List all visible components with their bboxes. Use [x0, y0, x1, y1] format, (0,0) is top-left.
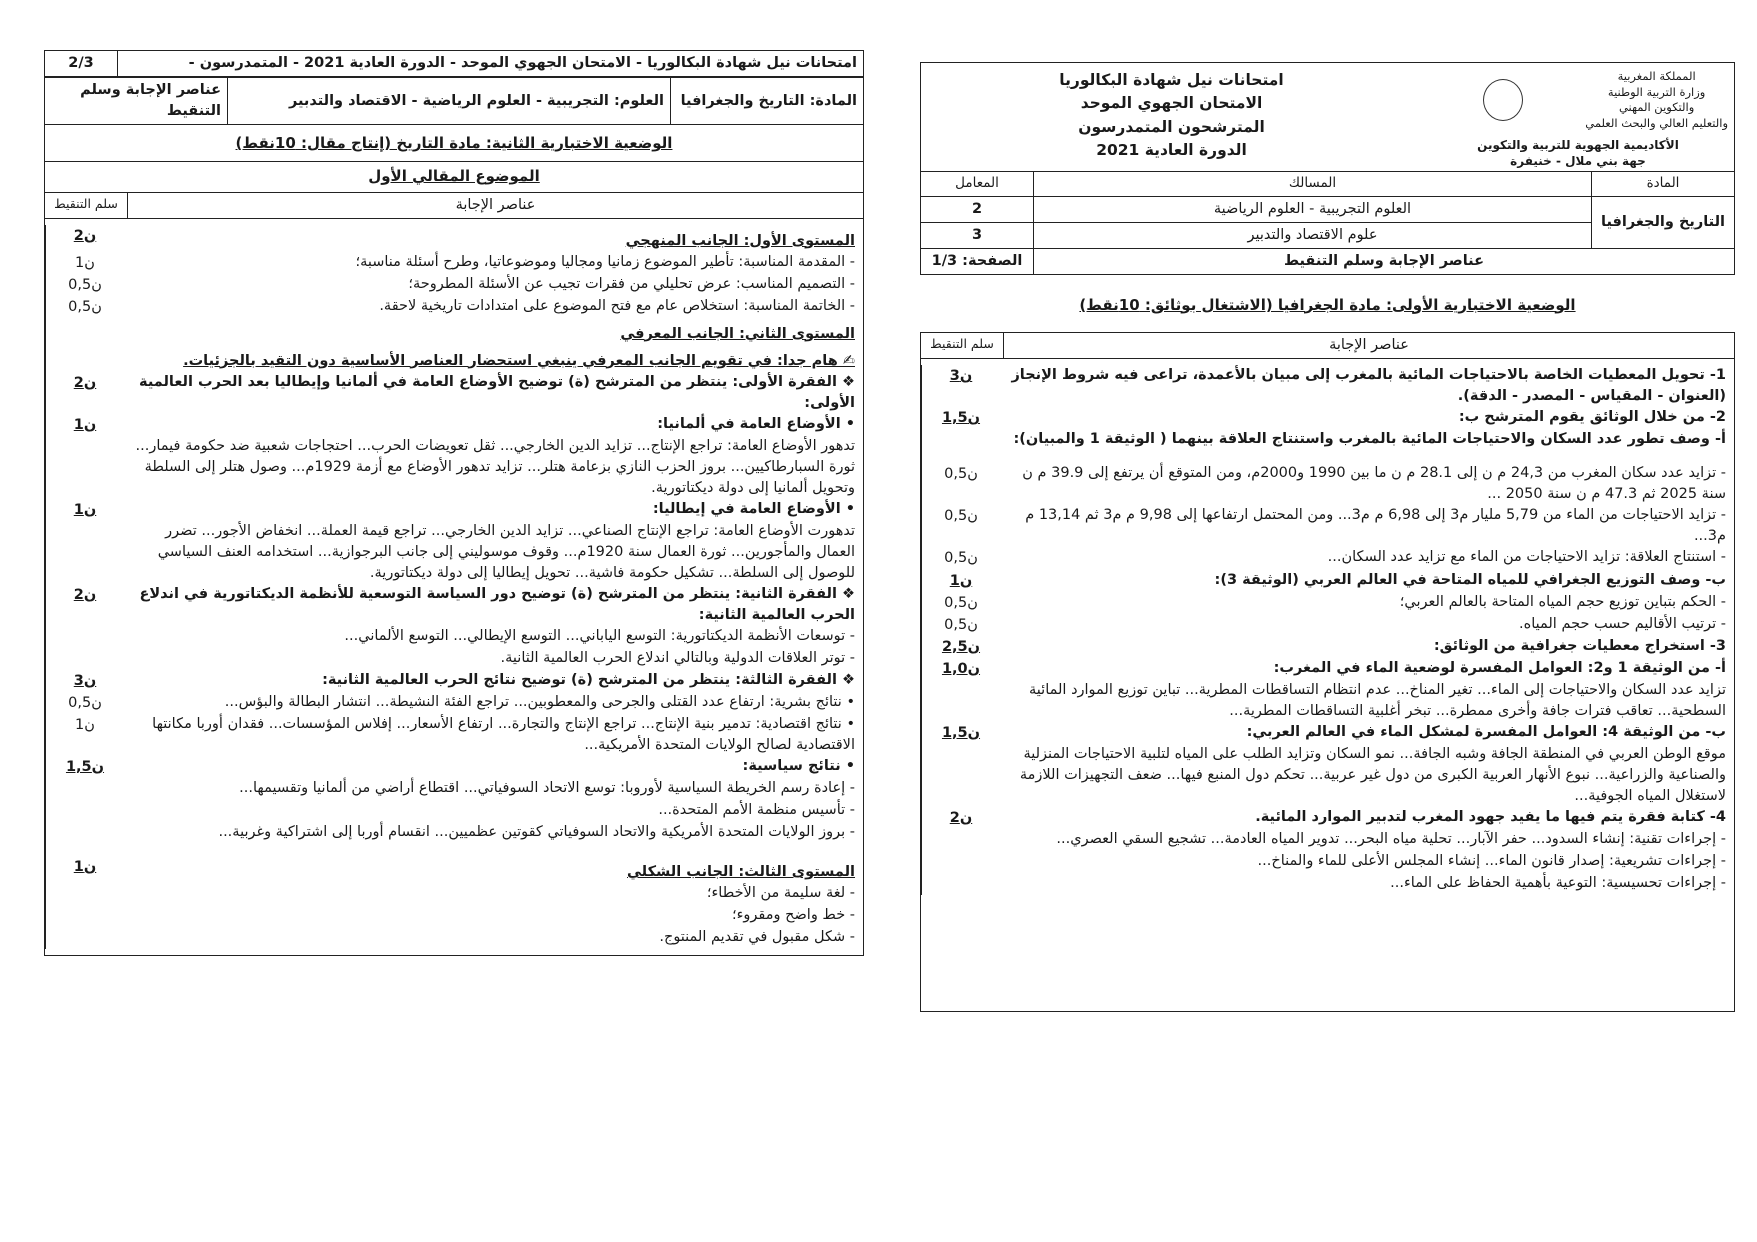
page1-col-scale: سلم التنقيط — [921, 333, 1004, 358]
page2-row — [45, 692, 863, 714]
page2-row-text: - لغة سليمة من الأخطاء؛ — [706, 884, 855, 901]
page2-row — [45, 778, 863, 800]
page1-row — [921, 463, 1734, 505]
page1-row-text: - ترتيب الأقاليم حسب حجم المياه. — [1519, 615, 1726, 632]
page1-row-points: 2ن — [921, 807, 1000, 829]
page1-row-text: - استنتاج العلاقة: تزايد الاحتياجات من الماء مع تزايد عدد السكان... — [1327, 549, 1726, 566]
page2-col-elements: عناصر الإجابة — [455, 196, 536, 213]
page2-row-points: 1ن — [45, 414, 124, 436]
page1-row — [921, 407, 1734, 429]
page1-row — [921, 873, 1734, 895]
page1-row-points — [921, 829, 1000, 851]
page2-row-points: 1ن — [45, 856, 124, 883]
page1-row-points: 0,5ن — [921, 463, 1000, 505]
page2-row-points: 1ن — [45, 714, 124, 756]
page2-row-points — [45, 778, 124, 800]
exam-title-line: امتحانات نيل شهادة البكالوريا — [1059, 71, 1284, 89]
page1-exam-title — [921, 63, 1422, 171]
page2-row-text: - بروز الولايات المتحدة الأمريكية والاتحاد السوفياتي كقوتين عظميين... انقسام أوربا إلى اشتراكية وغربية... — [218, 823, 855, 840]
page2-row — [45, 883, 863, 905]
page2-row-text: - شكل مقبول في تقديم المنتوج. — [659, 928, 855, 945]
page1-row-points: 0,5ن — [921, 547, 1000, 569]
page1-row — [921, 658, 1734, 680]
page2-row — [45, 648, 863, 670]
page2-row — [45, 436, 863, 499]
page1-subject-value: التاريخ والجغرافيا — [1592, 196, 1735, 248]
ministry-line: والتعليم العالي والبحث العلمي — [1585, 115, 1728, 130]
page2-row-points: 0,5ن — [45, 296, 124, 318]
page-2 — [44, 50, 864, 956]
page1-row-text: - الحكم بتباين توزيع حجم المياه المتاحة بالعالم العربي؛ — [1399, 593, 1726, 610]
page2-row-text — [124, 844, 863, 856]
page1-row — [921, 547, 1734, 569]
page1-row-points — [921, 451, 1000, 463]
page2-row — [45, 800, 863, 822]
page2-row — [45, 626, 863, 648]
exam-title-line: المترشحون المتمدرسون — [1078, 117, 1265, 136]
page1-row — [921, 592, 1734, 614]
page2-row-points: 0,5ن — [45, 692, 124, 714]
page2-page-number: 2/3 — [45, 51, 118, 77]
page1-row-text: - تزايد الاحتياجات من الماء من 5,79 مليار م3 إلى 6,98 م م3... ومن المحتمل ارتفاعها إلى 9,98 م م3 ثم 13,14 م م3... — [1025, 507, 1726, 545]
page2-row — [45, 584, 863, 626]
page1-row-points — [921, 744, 1000, 807]
page1-row-text: ب- من الوثيقة 4: العوامل المفسرة لمشكل الماء في العالم العربي: — [1246, 723, 1726, 740]
page1-footer-cell: عناصر الإجابة وسلم التنقيط — [1034, 248, 1735, 274]
page1-column-headers — [920, 332, 1735, 359]
page2-row-points — [45, 822, 124, 844]
page2-row-text: • نتائج سياسية: — [742, 757, 855, 774]
page1-branch1: العلوم التجريبية - العلوم الرياضية — [1034, 196, 1592, 222]
page1-row-points — [921, 851, 1000, 873]
page1-coef1: 2 — [921, 196, 1034, 222]
page2-row — [45, 670, 863, 692]
page1-row-points: 1ن — [921, 570, 1000, 592]
page1-row-text — [1000, 451, 1734, 463]
page1-row — [921, 829, 1734, 851]
page1-header-block — [920, 62, 1735, 171]
page1-row — [921, 451, 1734, 463]
exam-title-line: الدورة العادية 2021 — [1096, 140, 1247, 159]
page2-row-text: المستوى الثاني: الجانب المعرفي — [620, 325, 855, 342]
page1-row-text: - إجراءات تقنية: إنشاء السدود... حفر الآبار... تحلية مياه البحر... تدوير المياه العادمة... تشجيع السقي العصري... — [1056, 830, 1726, 847]
page1-row-points: 0,5ن — [921, 592, 1000, 614]
page1-row — [921, 744, 1734, 807]
page2-row-points: 2ن — [45, 584, 124, 626]
page2-row-points — [45, 648, 124, 670]
page2-row-text: - التصميم المناسب: عرض تحليلي من فقرات تجيب عن الأسئلة المطروحة؛ — [408, 275, 855, 292]
page2-row — [45, 414, 863, 436]
page2-subject: المادة: التاريخ والجغرافيا — [671, 78, 864, 125]
page2-row-points — [45, 905, 124, 927]
page1-row — [921, 570, 1734, 592]
page1-row-text: - إجراءات تشريعية: إصدار قانون الماء... إنشاء المجلس الأعلى للماء والمناخ... — [1257, 852, 1726, 869]
page2-answer-table — [44, 219, 864, 956]
page1-col-subject: المادة — [1592, 172, 1735, 197]
page2-row-text: • الأوضاع العامة في ألمانيا: — [657, 415, 855, 432]
page2-row-points: 2ن — [45, 225, 124, 252]
page2-row — [45, 927, 863, 949]
page1-ministry-block — [1422, 63, 1734, 171]
page1-row-text: موقع الوطن العربي في المنطقة الجافة وشبه الجافة... نمو السكان وتزايد الطلب على المياه لتلبية الاحتياجات المنزلية والصناعية والزراعية... نبوع الأنهار العربية الكبرى من دول غير عربية... تحكم دول المنبع فيها... ضعف التجهيزات اللازمة لاستغلال المياه الجوفية... — [1019, 745, 1726, 804]
page2-row-text: المستوى الثالث: الجانب الشكلي — [627, 863, 855, 880]
page2-row — [45, 225, 863, 252]
page2-row-text: ❖ الفقرة الثالثة: ينتظر من المترشح (ة) توضيح نتائج الحرب العالمية الثانية: — [322, 671, 855, 688]
page2-row-points: 1ن — [45, 499, 124, 521]
page2-row-points — [45, 345, 124, 372]
page1-situation-title: الوضعية الاختبارية الأولى: مادة الجغرافيا (الاشتغال بوثائق: 10نقط) — [1079, 295, 1576, 314]
page1-row-points: 0,5ن — [921, 505, 1000, 547]
page1-row — [921, 429, 1734, 451]
page2-row — [45, 905, 863, 927]
page2-answers-title: عناصر الإجابة وسلم التنقيط — [45, 78, 228, 125]
ministry-lines — [1585, 69, 1728, 131]
page2-row-points: 0,5ن — [45, 274, 124, 296]
page2-row — [45, 296, 863, 318]
page2-row-text: - خط واضح ومقروء؛ — [731, 906, 855, 923]
page1-row-points — [921, 873, 1000, 895]
page2-row-points — [45, 436, 124, 499]
page1-row — [921, 680, 1734, 722]
page2-header-title: امتحانات نيل شهادة البكالوريا - الامتحان الجهوي الموحد - الدورة العادية 2021 - المتمدرسون - — [118, 51, 864, 77]
page1-row — [921, 365, 1734, 407]
page2-row-text: ❖ الفقرة الثانية: ينتظر من المترشح (ة) توضيح دور السياسة التوسعية للأنظمة الديكتاتورية في اندلاع الحرب العالمية الثانية: — [139, 585, 855, 623]
page1-row-text: تزايد عدد السكان والاحتياجات إلى الماء... تغير المناخ... عدم انتظام التساقطات المطرية... تباين توزيع الموارد المائية السطحية... تعاقب فترات جافة وأخرى ممطرة... تبخر أغلبية التساقطات المطرية... — [1029, 681, 1726, 719]
page2-col-scale: سلم التنقيط — [45, 193, 128, 218]
page1-row-text: أ- وصف تطور عدد السكان والاحتياجات المائية بالمغرب واستنتاج العلاقة بينهما ( الوثيقة 1 والمبيان): — [1013, 431, 1726, 448]
page1-row — [921, 636, 1734, 658]
page1-row-text: 2- من خلال الوثائق يقوم المترشح ب: — [1458, 409, 1726, 426]
page2-row — [45, 714, 863, 756]
page2-row-points — [45, 927, 124, 949]
page1-row-points: 1,0ن — [921, 658, 1000, 680]
page1-row-points: 0,5ن — [921, 614, 1000, 636]
page1-row — [921, 851, 1734, 873]
page1-coef2: 3 — [921, 222, 1034, 248]
page1-row-text: - إجراءات تحسيسية: التوعية بأهمية الحفاظ على الماء... — [1390, 874, 1726, 891]
page1-row-points — [921, 680, 1000, 722]
page2-row-points: 2ن — [45, 372, 124, 414]
page2-row-points — [45, 883, 124, 905]
kingdom-emblem-icon — [1483, 79, 1523, 121]
page1-row-points: 1,5ن — [921, 722, 1000, 744]
ministry-line: المملكة المغربية — [1617, 69, 1696, 83]
page2-row — [45, 756, 863, 778]
page1-row — [921, 505, 1734, 547]
page2-row-text: ✍ هام جدا: في تقويم الجانب المعرفي ينبغي استحضار العناصر الأساسية دون التقيد بالجزئيات. — [183, 352, 855, 369]
page2-situation-title: الوضعية الاختبارية الثانية: مادة التاريخ (إنتاج مقال: 10نقط) — [44, 125, 864, 162]
page2-row-text: • نتائج اقتصادية: تدمير بنية الإنتاج... تراجع الإنتاج والتجارة... ارتفاع الأسعار... إفلاس المؤسسات... فقدان أوربا مكانتها الاقتصادية لصالح الولايات المتحدة الأمريكية... — [152, 715, 855, 753]
page-1 — [920, 62, 1735, 1012]
academy-lines — [1428, 137, 1728, 169]
page1-row — [921, 614, 1734, 636]
page1-row-text: 1- تحويل المعطيات الخاصة بالاحتياجات المائية بالمغرب إلى مبيان بالأعمدة، تراعى فيه شروط الإنجاز (العنوان - المقياس - المصدر - الدقة). — [1011, 367, 1726, 405]
page2-row — [45, 252, 863, 274]
page2-row-points — [45, 318, 124, 345]
page2-branches: العلوم: التجريبية - العلوم الرياضية - الاقتصاد والتدبير — [228, 78, 671, 125]
page1-row — [921, 722, 1734, 744]
page2-row-points — [45, 521, 124, 584]
page2-row — [45, 856, 863, 883]
page1-row-text: ب- وصف التوزيع الجغرافي للمياه المتاحة في العالم العربي (الوثيقة 3): — [1214, 571, 1726, 588]
page1-row-text: 3- استخراج معطيات جغرافية من الوثائق: — [1433, 637, 1726, 654]
page2-row-points: 1,5ن — [45, 756, 124, 778]
page1-row — [921, 807, 1734, 829]
page1-col-branches: المسالك — [1034, 172, 1592, 197]
page1-col-coef: المعامل — [921, 172, 1034, 197]
page2-subheader — [44, 77, 864, 125]
page1-branch2: علوم الاقتصاد والتدبير — [1034, 222, 1592, 248]
page1-row-text: أ- من الوثيقة 1 و2: العوامل المفسرة لوضعية الماء في المغرب: — [1273, 659, 1726, 676]
page1-row-points — [921, 429, 1000, 451]
page2-row-text: - توسعات الأنظمة الديكتاتورية: التوسع الياباني... التوسع الإيطالي... التوسع الألماني... — [344, 627, 855, 644]
page1-row-text: 4- كتابة فقرة يتم فيها ما يفيد جهود المغرب لتدبير الموارد المائية. — [1255, 808, 1726, 825]
page2-row-points: 1ن — [45, 252, 124, 274]
academy-line: جهة بني ملال - خنيفرة — [1510, 154, 1646, 169]
page2-topic-title: الموضوع المقالي الأول — [44, 162, 864, 193]
page2-row-text: - إعادة رسم الخريطة السياسية لأوروبا: توسع الاتحاد السوفياتي... اقتطاع أراضي من ألمانيا وتقسيمها... — [239, 779, 855, 796]
page2-row-text: ❖ الفقرة الأولى: ينتظر من المترشح (ة) توضيح الأوضاع العامة في ألمانيا وإيطاليا بعد الحرب العالمية الأولى: — [139, 373, 855, 411]
page2-row-points: 3ن — [45, 670, 124, 692]
page2-row-text: - المقدمة المناسبة: تأطير الموضوع زمانيا ومجاليا وموضوعاتيا، وطرح أسئلة مناسبة؛ — [355, 253, 855, 270]
ministry-line: وزارة التربية الوطنية — [1607, 84, 1706, 99]
page2-row-text: المستوى الأول: الجانب المنهجي — [625, 232, 855, 249]
page1-row-points: 2,5ن — [921, 636, 1000, 658]
page2-row — [45, 822, 863, 844]
page2-row-text: - تأسيس منظمة الأمم المتحدة... — [658, 801, 855, 818]
page1-row-points: 1,5ن — [921, 407, 1000, 429]
page2-row-text: - الخاتمة المناسبة: استخلاص عام مع فتح الموضوع على امتدادات تاريخية لاحقة. — [379, 297, 855, 314]
page1-col-elements: عناصر الإجابة — [1329, 337, 1409, 354]
page2-row-text: • نتائج بشرية: ارتفاع عدد القتلى والجرحى والمعطوبين... تراجع الفئة النشيطة... انتشار البطالة والبؤس... — [224, 693, 855, 710]
page2-row-text: تدهورت الأوضاع العامة: تراجع الإنتاج الصناعي... تزايد الدين الخارجي... تراجع قيمة العملة... انخفاض الأجور... تضرر العمال والمأجورين... ثورة العمال سنة 1920م... وقوف موسوليني إلى جانب البرجوازية... استخدامه العنف السياسي للوصول إلى السلطة... تشكيل حكومة فاشية... تحويل إيطاليا إلى دولة ديكتاتورية. — [157, 522, 855, 581]
academy-line: الأكاديمية الجهوية للتربية والتكوين — [1477, 138, 1679, 153]
page2-row-text: تدهور الأوضاع العامة: تراجع الإنتاج... تزايد الدين الخارجي... ثقل تعويضات الحرب... احتجاجات شعبية ضد حكومة فيمار... ثورة السبارطاكيين... بروز الحزب النازي بزعامة هتلر... تزايد تدهور الأوضاع مع أزمة 1929م... وصول هتلر إلى السلطة وتحويل ألمانيا إلى دولة ديكتاتورية. — [135, 437, 855, 496]
page2-row — [45, 318, 863, 345]
page2-column-headers — [44, 193, 864, 219]
page1-answer-table — [920, 359, 1735, 1012]
page2-row-points — [45, 800, 124, 822]
page2-row-points — [45, 844, 124, 856]
page2-row — [45, 345, 863, 372]
page2-row — [45, 844, 863, 856]
page2-row — [45, 499, 863, 521]
page2-row — [45, 372, 863, 414]
page1-page-number: الصفحة: 1/3 — [921, 248, 1034, 274]
page2-row-text: - توتر العلاقات الدولية وبالتالي اندلاع الحرب العالمية الثانية. — [500, 649, 855, 666]
exam-title-line: الامتحان الجهوي الموحد — [1080, 94, 1263, 113]
page2-header — [44, 50, 864, 77]
page2-row — [45, 521, 863, 584]
ministry-line: والتكوين المهني — [1618, 100, 1695, 115]
page2-row-text: • الأوضاع العامة في إيطاليا: — [652, 500, 855, 517]
page2-row-points — [45, 626, 124, 648]
page1-row-text: - تزايد عدد سكان المغرب من 24,3 م ن إلى 28.1 م ن ما بين 1990 و2000م، ومن المتوقع أن يرتفع إلى 39.9 م ن سنة 2025 ثم 47.3 م ن سنة 2050 ... — [1022, 465, 1726, 503]
page1-info-table — [920, 171, 1735, 275]
page2-row — [45, 274, 863, 296]
page1-row-points: 3ن — [921, 365, 1000, 407]
